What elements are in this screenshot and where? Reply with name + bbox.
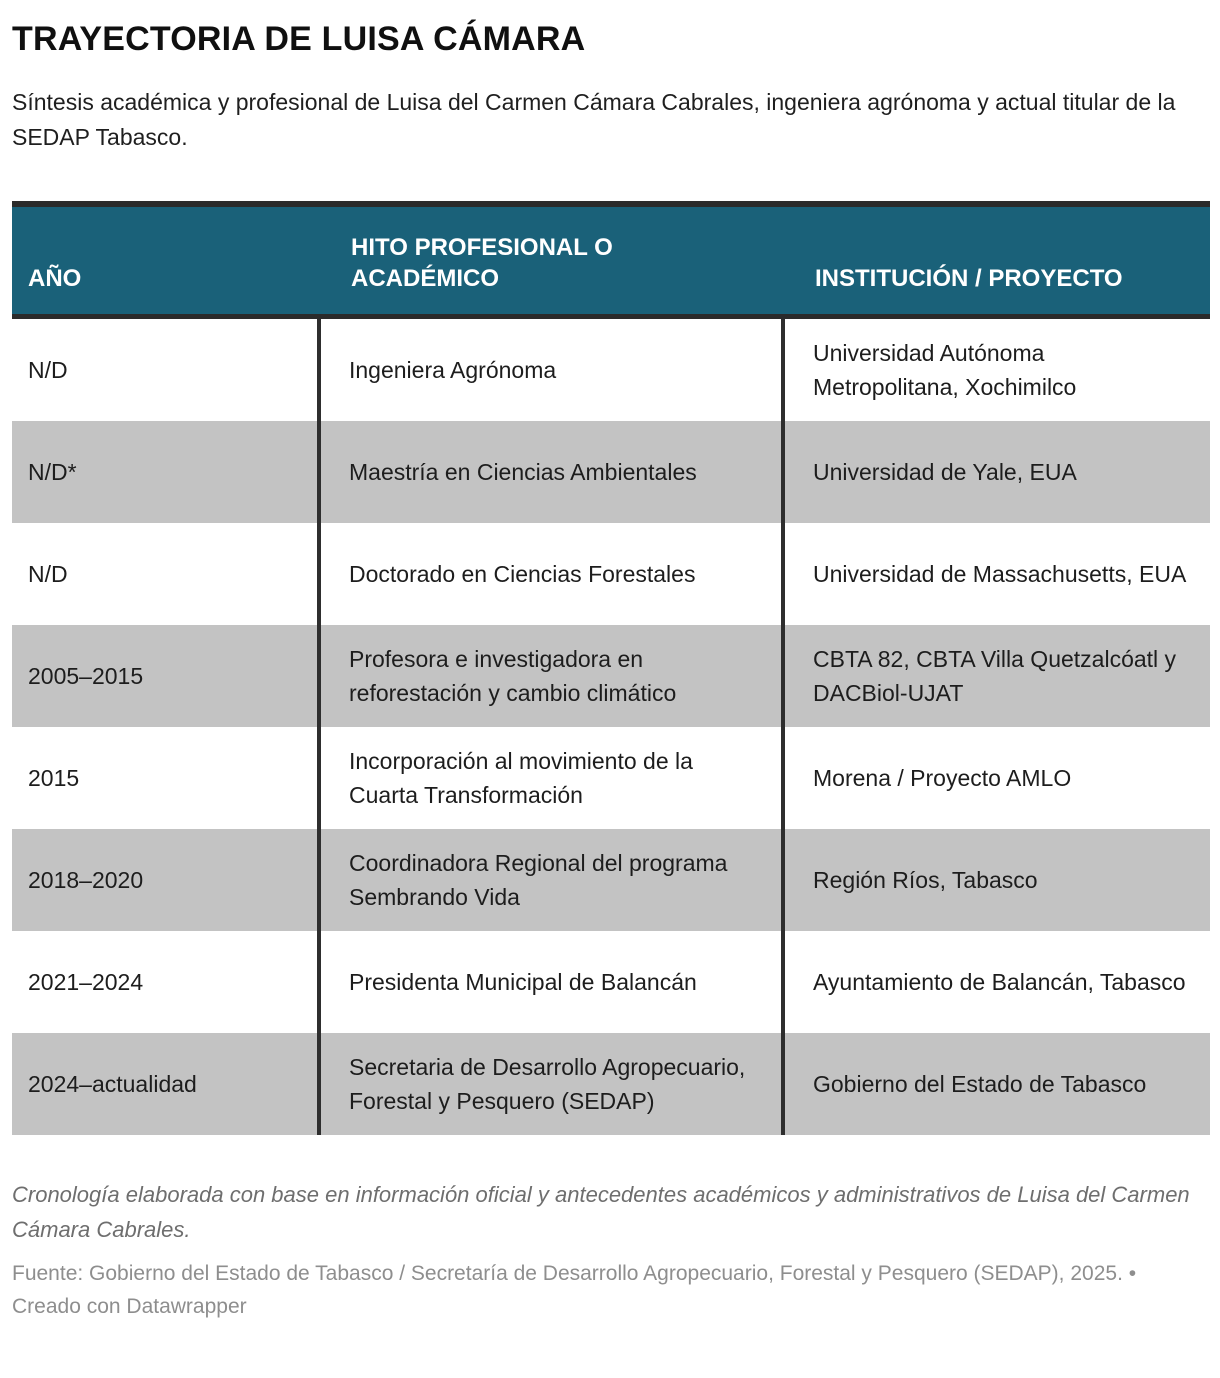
year-cell-text: 2021–2024	[28, 968, 144, 995]
year-cell	[12, 625, 319, 727]
milestone-cell-text: Ingeniera Agrónoma	[349, 356, 557, 383]
column-header-institution-label: INSTITUCIÓN / PROYECTO	[815, 264, 1123, 292]
milestone-cell	[319, 421, 783, 523]
milestone-cell-text: Presidenta Municipal de Balancán	[349, 968, 697, 995]
institution-cell	[783, 523, 1210, 625]
year-cell	[12, 727, 319, 829]
table-header	[12, 204, 1210, 316]
table-row	[12, 727, 1210, 829]
year-cell	[12, 829, 319, 931]
institution-cell-text: Región Ríos, Tabasco	[813, 866, 1038, 893]
source-line: Fuente: Gobierno del Estado de Tabasco / Secretaría de Desarrollo Agropecuario, Forestal y Pesquero (SEDAP), 2025. • Creado con Datawrapper	[12, 1261, 1137, 1318]
year-cell-text: N/D	[28, 356, 68, 383]
milestone-cell-text: Maestría en Ciencias Ambientales	[349, 458, 697, 485]
institution-cell-text: Morena / Proyecto AMLO	[813, 764, 1072, 791]
institution-cell-text: Universidad Autónoma Metropolitana, Xochimilco	[813, 339, 1077, 400]
table-notes: Cronología elaborada con base en información oficial y antecedentes académicos y administrativos de Luisa del Carmen Cámara Cabrales.	[12, 1181, 1190, 1242]
milestone-cell	[319, 625, 783, 727]
institution-cell-text: CBTA 82, CBTA Villa Quetzalcóatl y DACBiol-UJAT	[813, 645, 1177, 706]
institution-cell-text: Universidad de Massachusetts, EUA	[813, 560, 1187, 587]
year-cell	[12, 523, 319, 625]
year-cell	[12, 931, 319, 1033]
column-header-year-label: AÑO	[28, 264, 82, 292]
milestone-cell-text: Doctorado en Ciencias Forestales	[349, 560, 696, 587]
column-header-institution	[783, 204, 1210, 316]
year-cell-text: 2015	[28, 764, 80, 791]
table-body	[12, 316, 1210, 1135]
milestone-cell-text: Secretaria de Desarrollo Agropecuario, Forestal y Pesquero (SEDAP)	[349, 1053, 746, 1114]
milestone-cell-text: Profesora e investigadora en reforestación y cambio climático	[349, 645, 677, 706]
milestone-cell	[319, 523, 783, 625]
milestone-cell	[319, 829, 783, 931]
institution-cell	[783, 727, 1210, 829]
page-subtitle: Síntesis académica y profesional de Luisa del Carmen Cámara Cabrales, ingeniera agrónoma y actual titular de la SEDAP Tabasco.	[12, 89, 1176, 150]
milestone-cell	[319, 931, 783, 1033]
column-header-milestone-label: HITO PROFESIONAL O ACADÉMICO	[351, 233, 613, 292]
institution-cell	[783, 421, 1210, 523]
year-cell-text: N/D*	[28, 458, 77, 485]
table-row	[12, 316, 1210, 421]
table-row	[12, 625, 1210, 727]
table-row	[12, 421, 1210, 523]
page-title: TRAYECTORIA DE LUISA CÁMARA	[12, 20, 586, 58]
institution-cell	[783, 625, 1210, 727]
year-cell-text: 2018–2020	[28, 866, 144, 893]
institution-cell-text: Universidad de Yale, EUA	[813, 458, 1077, 485]
table-row	[12, 931, 1210, 1033]
institution-cell-text: Gobierno del Estado de Tabasco	[813, 1070, 1147, 1097]
column-header-year	[12, 204, 319, 316]
header-row	[12, 204, 1210, 316]
milestone-cell-text: Coordinadora Regional del programa Sembrando Vida	[349, 849, 728, 910]
year-cell-text: N/D	[28, 560, 68, 587]
trajectory-table	[12, 201, 1210, 1135]
table-row	[12, 1033, 1210, 1135]
year-cell-text: 2005–2015	[28, 662, 144, 689]
column-header-milestone	[319, 204, 783, 316]
milestone-cell	[319, 1033, 783, 1135]
table-row	[12, 829, 1210, 931]
milestone-cell-text: Incorporación al movimiento de la Cuarta Transformación	[349, 747, 693, 808]
institution-cell	[783, 1033, 1210, 1135]
year-cell	[12, 1033, 319, 1135]
institution-cell-text: Ayuntamiento de Balancán, Tabasco	[813, 968, 1186, 995]
institution-cell	[783, 829, 1210, 931]
table-row	[12, 523, 1210, 625]
institution-cell	[783, 316, 1210, 421]
year-cell	[12, 316, 319, 421]
institution-cell	[783, 931, 1210, 1033]
milestone-cell	[319, 727, 783, 829]
milestone-cell	[319, 316, 783, 421]
year-cell-text: 2024–actualidad	[28, 1070, 197, 1097]
year-cell	[12, 421, 319, 523]
